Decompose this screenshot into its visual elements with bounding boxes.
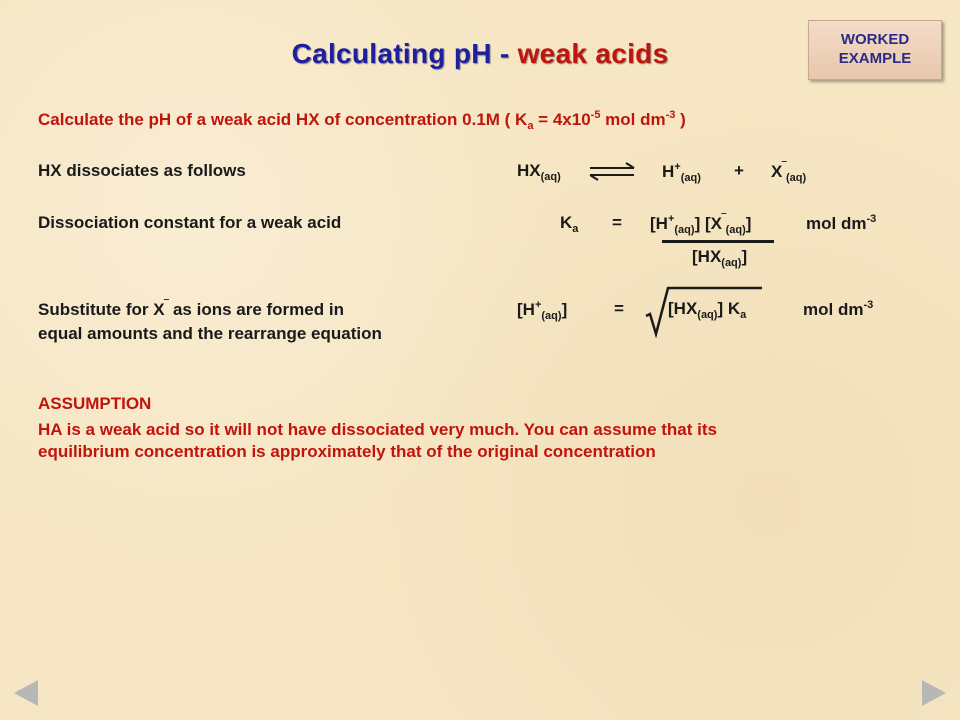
previous-arrow-icon[interactable] [14, 680, 38, 706]
title-part-1: Calculating pH - [291, 38, 518, 69]
dissociation-h-ion: $H^+_{(aq)}$ [662, 161, 701, 184]
next-arrow-icon[interactable] [922, 680, 946, 706]
title-part-2: weak acids [517, 38, 669, 69]
ka-numerator: $[H^+_{(aq)}]$ $[X^‾_{(aq)}]$ [650, 213, 752, 236]
question-text: Calculate the pH of a weak acid HX of concentration 0.1M ( $K_a = 4x10^{-5}$ mol $dm^{-3}$ ) [38, 109, 686, 132]
substitute-label-line-1: Substitute for X‾ as ions are formed in [38, 299, 344, 319]
ka-label: Dissociation constant for a weak acid [38, 213, 342, 232]
assumption-line-2: equilibrium concentration is approximately that of the original concentration [38, 442, 656, 461]
h-concentration: $[H^+_{(aq)}]$ [517, 299, 568, 322]
ka-equals: = [612, 213, 622, 232]
substitute-equals: = [614, 299, 624, 318]
worked-example-badge[interactable] [808, 20, 942, 80]
badge-line-1: WORKED [840, 31, 910, 48]
ka-denominator: $[HX_{(aq)}]$ [692, 247, 748, 269]
ka-unit: mol $dm^{-3}$ [806, 213, 877, 233]
assumption-line-1: HA is a weak acid so it will not have dissociated very much. You can assume that its [38, 420, 717, 439]
dissociation-hx: $HX_{(aq)}$ [517, 161, 561, 183]
badge-line-2: EXAMPLE [838, 50, 912, 67]
fraction-bar [662, 240, 774, 243]
equilibrium-arrow-icon [588, 162, 638, 182]
substitute-label-line-2: equal amounts and the rearrange equation [38, 324, 382, 343]
dissociation-label: HX dissociates as follows [38, 161, 246, 180]
substitute-unit: mol $dm^{-3}$ [803, 299, 874, 319]
ka-symbol: $K_a$ [560, 213, 579, 235]
assumption-heading: ASSUMPTION [38, 394, 152, 413]
dissociation-plus: + [734, 161, 744, 180]
dissociation-x-ion: $X^‾_{(aq)}$ [771, 161, 807, 184]
sqrt-content: $[HX_{(aq)}]$ $K_a$ [668, 299, 747, 321]
